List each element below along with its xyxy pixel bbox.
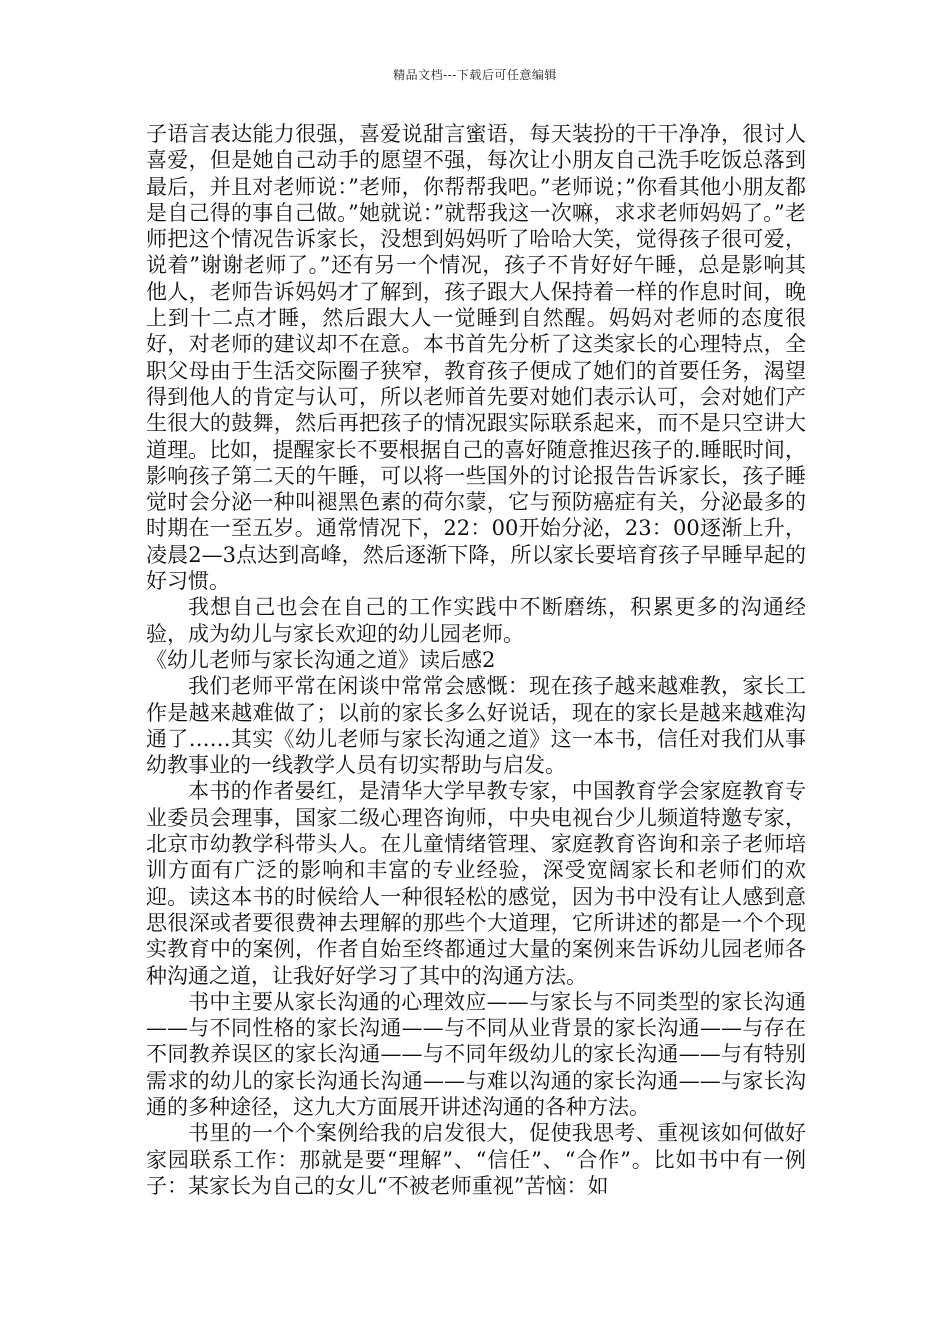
paragraph-author: 本书的作者晏红，是清华大学早教专家，中国教育学会家庭教育专业委员会理事，国家二级心理咨询师，中央电视台少儿频道特邀专家，北京市幼教学科带头人。在儿童情绪管理、家庭教育咨询和亲子老师培训方面有广泛的影响和丰富的专业经验，深受宽阔家长和老师们的欢迎。读这本书的时候给人一种很轻松的感觉，因为书中没有让人感到意思很深或者要很费神去理解的那些个大道理，它所讲述的都是一个个现实教育中的案例，作者自始至终都通过大量的案例来告诉幼儿园老师各种沟通之道，让我好好学习了其中的沟通方法。: [146, 779, 806, 988]
paragraph-outline: 书中主要从家长沟通的心理效应——与家长与不同类型的家长沟通——与不同性格的家长沟通——与不同从业背景的家长沟通——与存在不同教养误区的家长沟通——与不同年级幼儿的家长沟通——与有特别需求的幼儿的家长沟通长沟通——与难以沟通的家长沟通——与家长沟通的多种途径，这九大方面展开讲述沟通的各种方法。: [146, 989, 806, 1119]
document-body: [146, 121, 806, 1199]
paragraph-case: 书里的一个个案例给我的启发很大，促使我思考、重视该如何做好家园联系工作：那就是要“理解”、“信任”、“合作”。比如书中有一例子：某家长为自己的女儿“不被老师重视”苦恼：如: [146, 1121, 806, 1198]
essay-title: 《幼儿老师与家长沟通之道》读后感2: [146, 647, 496, 672]
page-header: 精品文档---下载后可任意编辑: [393, 68, 557, 82]
paragraph-reflection: 我想自己也会在自己的工作实践中不断磨练，积累更多的沟通经验，成为幼儿与家长欢迎的幼儿园老师。: [146, 595, 806, 646]
paragraph-intro: 我们老师平常在闲谈中常常会感慨：现在孩子越来越难教，家长工作是越来越难做了；以前的家长多么好说话，现在的家长是越来越难沟通了……其实《幼儿老师与家长沟通之道》这一本书，信任对我们从事幼教事业的一线教学人员有切实帮助与启发。: [146, 674, 806, 778]
paragraph-continuation: 子语言表达能力很强，喜爱说甜言蜜语，每天装扮的干干净净，很讨人喜爱，但是她自己动手的愿望不强，每次让小朋友自己洗手吃饭总落到最后，并且对老师说：”老师，你帮帮我吧。”老师说；”你看其他小朋友都是自己得的事自己做。”她就说：”就帮我这一次嘛，求求老师妈妈了。”老师把这个情况告诉家长，没想到妈妈听了哈哈大笑，觉得孩子很可爱，说着”谢谢老师了。”还有另一个情况，孩子不肯好好午睡，总是影响其他人，老师告诉妈妈才了解到，孩子跟大人保持着一样的作息时间，晚上到十二点才睡，然后跟大人一觉睡到自然醒。妈妈对老师的态度很好，对老师的建议却不在意。本书首先分析了这类家长的心理特点，全职父母由于生活交际圈子狭窄，教育孩子便成了她们的首要任务，渴望得到他人的肯定与认可，所以老师首先要对她们表示认可，会对她们产生很大的鼓舞，然后再把孩子的情况跟实际联系起来，而不是只空讲大道理。比如，提醒家长不要根据自己的喜好随意推迟孩子的.睡眠时间，影响孩子第二天的午睡，可以将一些国外的讨论报告告诉家长，孩子睡觉时会分泌一种叫褪黑色素的荷尔蒙，它与预防癌症有关，分泌最多的时期在一至五岁。通常情况下，22：00开始分泌，23：00逐渐上升，凌晨2—3点达到高峰，然后逐渐下降，所以家长要培育孩子早睡早起的好习惯。: [146, 122, 806, 594]
